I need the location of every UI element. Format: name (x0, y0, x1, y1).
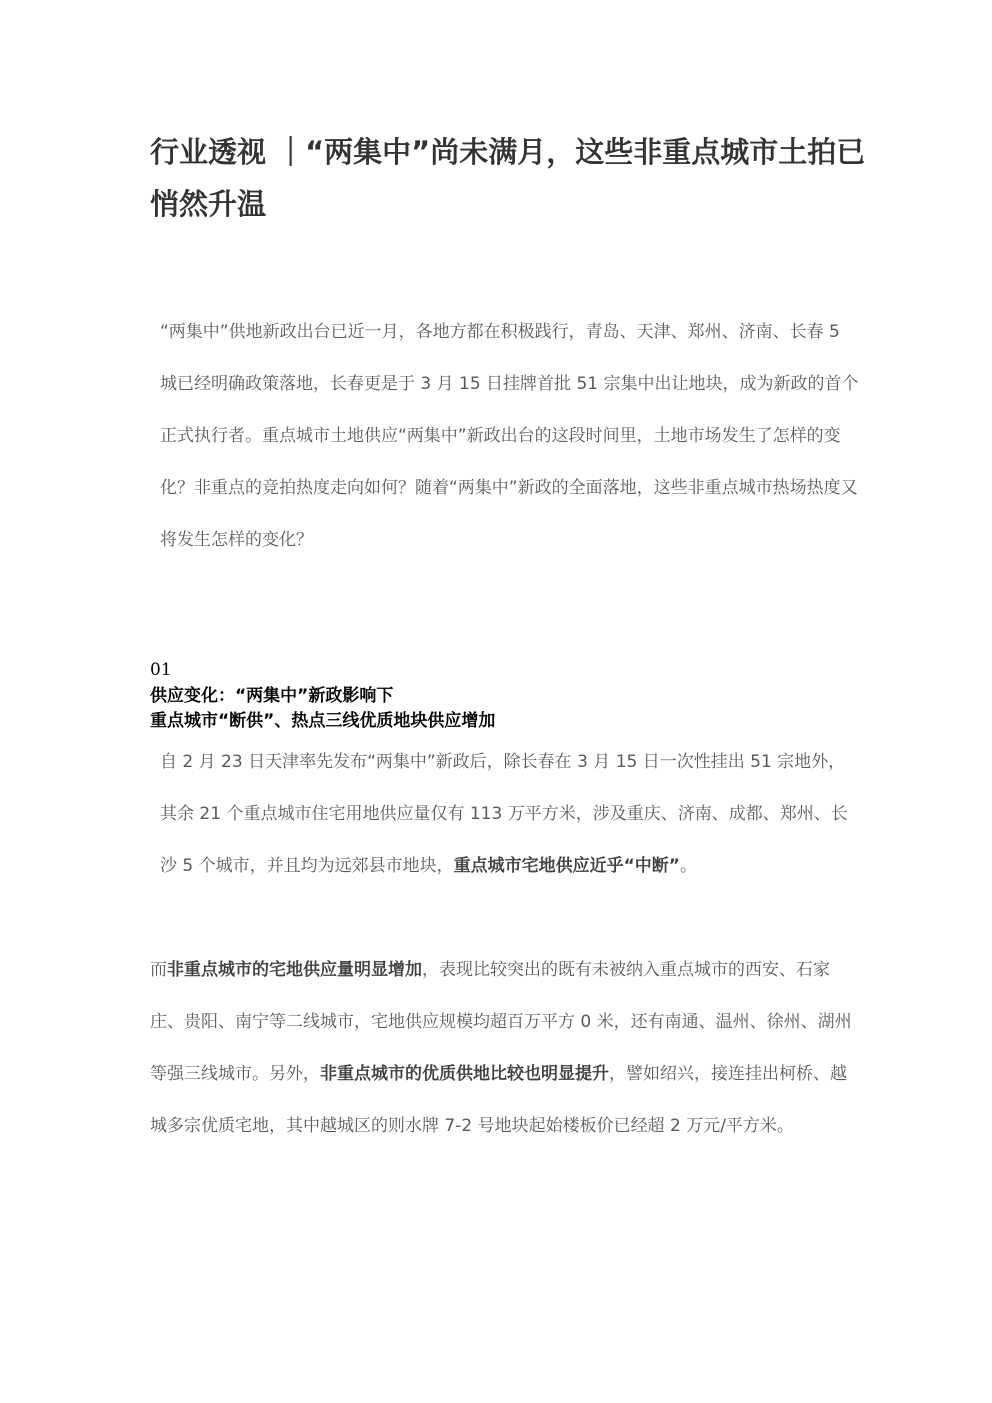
section-paragraph-2 (150, 944, 860, 1152)
para1-emphasis: 重点城市宅地供应近乎“中断” (453, 856, 680, 876)
article-title: 行业透视 ｜“两集中”尚未满月，这些非重点城市土拍已悄然升温 (150, 135, 866, 221)
para2-end: ，譬如绍兴，接连挂出柯桥、越城多宗优质宅地，其中越城区的则水牌 7-2 号地块起始楼板价已经超 2 万元/平方米。 (150, 1064, 847, 1136)
section-heading (150, 684, 850, 734)
para2-emphasis-1: 非重点城市的宅地供应量明显增加 (167, 960, 422, 980)
para2-middle: ，表现比较突出的既有未被纳入重点城市的西安、石家庄、贵阳、南宁等二线城市，宅地供应规模均超百万平方 0 米，还有南通、温州、徐州、湖州等强三线城市。另外， (150, 960, 852, 1084)
para2-emphasis-2: 非重点城市的优质供地比较也明显提升 (320, 1064, 609, 1084)
section-paragraph-1 (160, 736, 860, 892)
para1-end: 。 (679, 856, 697, 876)
para1-text: 自 2 月 23 日天津率先发布“两集中”新政后，除长春在 3 月 15 日一次性挂出 51 宗地外，其余 21 个重点城市住宅用地供应量仅有 113 万平方米，涉及重庆、济南、成都、郑州、长沙 5 个城市，并且均为远郊县市地块， (160, 752, 848, 876)
para2-start: 而 (150, 960, 167, 980)
section-heading-line-1: 供应变化：“两集中”新政影响下 (150, 686, 394, 706)
section-heading-line-2: 重点城市“断供”、热点三线优质地块供应增加 (150, 711, 496, 731)
section-number: 01 (150, 660, 172, 680)
intro-paragraph: “两集中”供地新政出台已近一月，各地方都在积极践行，青岛、天津、郑州、济南、长春 5 城已经明确政策落地，长春更是于 3 月 15 日挂牌首批 51 宗集中出让地块，成为新政的首个正式执行者。重点城市土地供应“两集中”新政出台的这段时间里，土地市场发生了怎样的变化？非重点的竞拍热度走向如何？随着“两集中”新政的全面落地，这些非重点城市热场热度又将发生怎样的变化？ (160, 322, 859, 550)
